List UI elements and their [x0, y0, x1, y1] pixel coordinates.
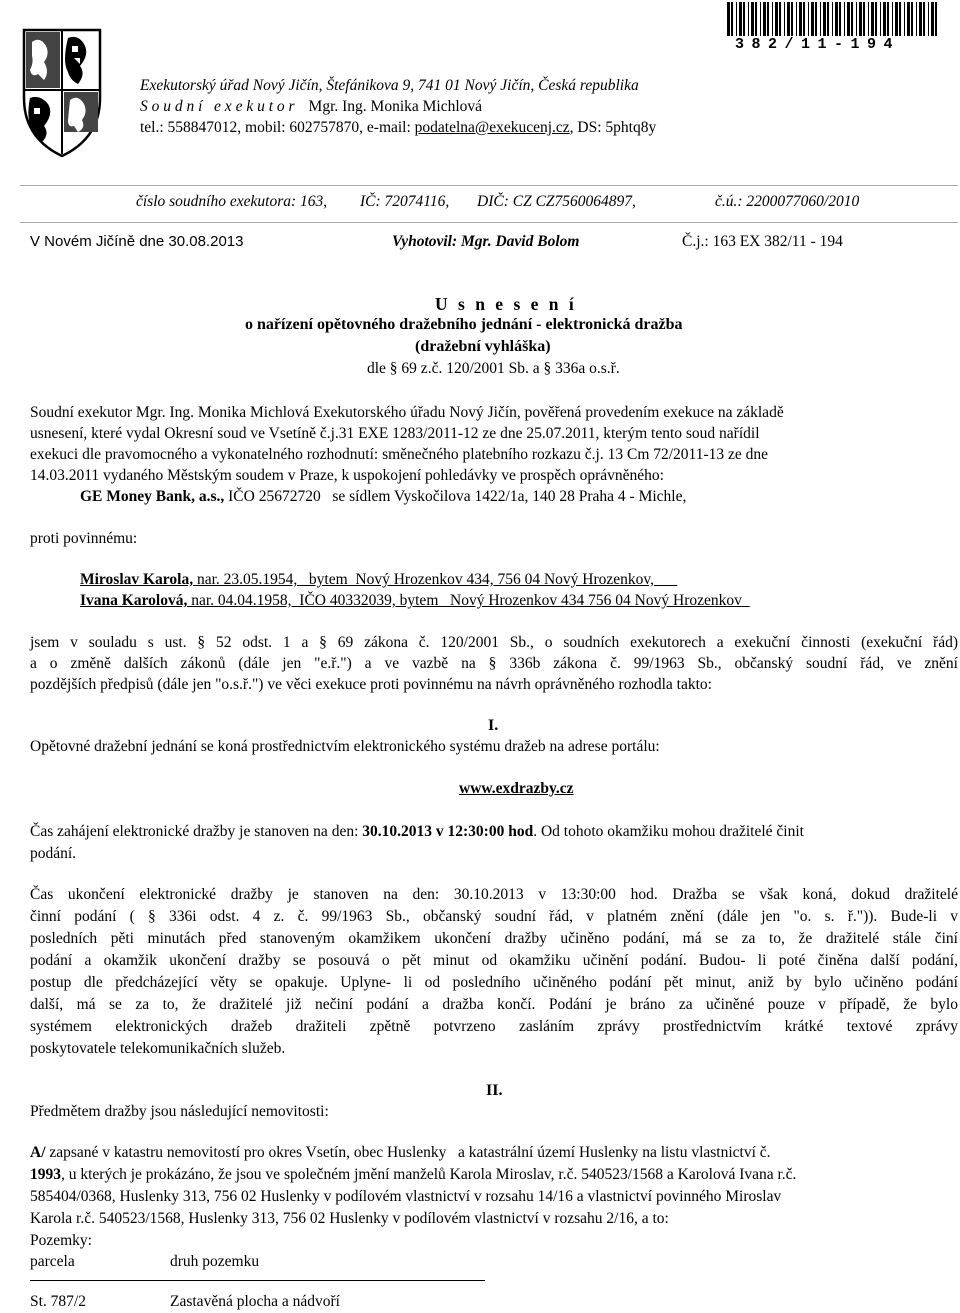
barcode-bar	[907, 2, 910, 36]
contact-phone: tel.: 558847012, mobil: 602757870, e-mail:	[140, 119, 415, 136]
reference-number: Č.j.: 163 EX 382/11 - 194	[682, 233, 843, 250]
legal-basis-line-2: a o změně dalších zákonů (dále jen "e.ř.") a ve vazbě na § 336b zákona č. 99/1963 Sb., občanský soudní řád, ve znění	[30, 655, 958, 672]
barcode-bar	[919, 2, 922, 36]
barcode-bar	[787, 2, 790, 36]
barcode-number: 382/11-194	[735, 36, 901, 53]
barcode-bar	[863, 2, 865, 36]
barcode-bar	[871, 2, 874, 36]
executor-number: číslo soudního exekutora: 163,	[136, 193, 328, 210]
auction-end-line-6: další, má se za to, že dražitelé již nečiní podání a dražba končí. Podání je bráno za učiněné pouze v případě, že bylo	[30, 996, 958, 1013]
prepared-by: Vyhotovil: Mgr. David Bolom	[392, 233, 580, 250]
barcode-bar	[767, 2, 769, 36]
barcode-bar	[851, 2, 853, 36]
section-1-text: Opětovné dražební jednání se koná prostřednictvím elektronického systému dražeb na adrese portálu:	[30, 738, 660, 755]
barcode-bar	[827, 2, 829, 36]
barcode-icon	[727, 2, 942, 36]
header-divider-bottom	[20, 222, 958, 223]
barcode-bar	[775, 2, 778, 36]
barcode-bar	[791, 2, 793, 36]
barcode-bar	[923, 2, 925, 36]
auction-end-line-3: posledních pěti minutách před stanoveným okamžikem ukončení dražby učiněno podání, má se za to, že dražitelé stále činí	[30, 930, 958, 947]
auction-end-line-1: Čas ukončení elektronické dražby je stanoven na den: 30.10.2013 v 13:30:00 hod. Dražba se však koná, dokud dražitelé	[30, 886, 958, 903]
barcode-bar	[892, 2, 893, 36]
barcode-bar	[887, 2, 889, 36]
intro-line-4: 14.03.2011 vydaného Městským soudem v Praze, k uspokojení pohledávky ve prospěch oprávněného:	[30, 467, 664, 484]
title-subject: o nařízení opětovného dražebního jednání - elektronická dražba	[245, 316, 683, 333]
barcode-bar	[931, 2, 934, 36]
barcode-bar	[839, 2, 841, 36]
auction-start-end: podání.	[30, 845, 77, 862]
bank-account: č.ú.: 2200077060/2010	[715, 193, 860, 210]
barcode-bar	[808, 2, 809, 36]
auction-start	[30, 823, 804, 841]
document-title: U s n e s e n í	[435, 294, 577, 314]
executor-title: S o u d n í e x e k u t o r	[140, 98, 295, 115]
barcode-bar	[880, 2, 881, 36]
barcode-bar	[868, 2, 869, 36]
barcode-bar	[911, 2, 913, 36]
header-divider-top	[20, 185, 958, 186]
portal-link[interactable]: www.exdrazby.cz	[459, 780, 574, 797]
barcode-bar	[784, 2, 785, 36]
barcode-bar	[859, 2, 862, 36]
barcode-bar	[796, 2, 797, 36]
barcode-bar	[823, 2, 826, 36]
barcode-bar	[899, 2, 901, 36]
barcode-bar	[883, 2, 886, 36]
debtor-2-name: Ivana Karolová,	[80, 592, 188, 609]
section-2-intro: Předmětem dražby jsou následující nemovitosti:	[30, 1103, 329, 1120]
col-header-parcel: parcela	[30, 1253, 75, 1270]
barcode-bar	[916, 2, 917, 36]
barcode-bar	[815, 2, 817, 36]
title-legal-reference: dle § 69 z.č. 120/2001 Sb. a § 336a o.s.ř.	[367, 360, 620, 377]
barcode-bar	[755, 2, 757, 36]
property-label: A/	[30, 1144, 46, 1161]
property-line-2	[30, 1166, 796, 1184]
title-auction-notice: (dražební vyhláška)	[415, 338, 551, 355]
parcel-number: St. 787/2	[30, 1293, 86, 1310]
property-cadastre: zapsané v katastru nemovitostí pro okres Vsetín, obec Huslenky a katastrální území Huslenky na listu vlastnictví č.	[45, 1144, 771, 1161]
place-date: V Novém Jičíně dne 30.08.2013	[30, 233, 244, 250]
barcode-bar	[835, 2, 838, 36]
auction-end-line-7: systémem elektronických dražeb dražiteli zpětně potvrzeno zasláním zprávy prostřednictvím krátké textové zprávy	[30, 1018, 958, 1035]
ownership-sheet-number: 1993	[30, 1166, 61, 1183]
executor-name: Mgr. Ing. Monika Michlová	[308, 98, 483, 115]
barcode-bar	[779, 2, 781, 36]
barcode-bar	[856, 2, 857, 36]
debtor-2-details: nar. 04.04.1958, IČO 40332039, bytem Nový Hrozenkov 434 756 04 Nový Hrozenkov	[187, 592, 742, 609]
barcode-bar	[739, 2, 742, 36]
barcode-bar	[772, 2, 773, 36]
barcode-bar	[727, 2, 730, 36]
barcode-bar	[895, 2, 898, 36]
creditor-details: IČO 25672720 se sídlem Vyskočilova 1422/1a, 140 28 Praha 4 - Michle,	[224, 488, 687, 505]
debtor-1-details: nar. 23.05.1954, bytem Nový Hrozenkov 434, 756 04 Nový Hrozenkov,	[193, 571, 655, 588]
barcode-bar	[799, 2, 802, 36]
legal-basis-line-1: jsem v souladu s ust. § 52 odst. 1 a § 69 zákona č. 120/2001 Sb., o soudních exekutorech a exekuční činnosti (exekuční řád)	[30, 634, 958, 651]
creditor-name: GE Money Bank, a.s.,	[80, 488, 225, 505]
data-box: , DS: 5phtq8y	[569, 119, 657, 136]
barcode-bar	[748, 2, 749, 36]
barcode-bar	[820, 2, 821, 36]
section-1-heading: I.	[488, 717, 499, 734]
barcode-bar	[760, 2, 761, 36]
auction-start-suffix: . Od tohoto okamžiku mohou dražitelé činit	[533, 823, 804, 840]
intro-line-2: usnesení, které vydal Okresní soud ve Vsetíně č.j.31 EXE 1283/2011-12 ze dne 25.07.2011, kterým tento soud nařídil	[30, 425, 760, 442]
auction-end-line-8: poskytovatele telekomunikačních služeb.	[30, 1040, 286, 1057]
barcode-bar	[751, 2, 754, 36]
property-line-3: 585404/0368, Huslenky 313, 756 02 Huslenky v podílovém vlastnictví v rozsahu 14/16 a vlastnictví povinného Miroslav	[30, 1188, 782, 1205]
section-2-heading: II.	[486, 1082, 503, 1099]
debtor-1	[80, 571, 677, 589]
table-header-rule	[30, 1280, 485, 1281]
barcode-bar	[904, 2, 905, 36]
property-owners: , u kterých je prokázáno, že jsou ve společném jmění manželů Karola Miroslav, r.č. 540523/1568 a Karolová Ivana r.č.	[61, 1166, 797, 1183]
intro-line-1: Soudní exekutor Mgr. Ing. Monika Michlová Exekutorského úřadu Nový Jičín, pověřená provedením exekuce na základě	[30, 404, 784, 421]
parcel-type: Zastavěná plocha a nádvoří	[170, 1293, 340, 1310]
barcode-bar	[763, 2, 766, 36]
coat-of-arms-icon	[22, 28, 102, 158]
barcode-bar	[811, 2, 814, 36]
auction-start-time: 30.10.2013 v 12:30:00 hod	[362, 823, 534, 840]
property-line-1	[30, 1144, 771, 1162]
email-link[interactable]: podatelna@exekucenj.cz	[414, 119, 570, 136]
ico: IČ: 72074116,	[360, 193, 450, 210]
barcode-bar	[736, 2, 737, 36]
contact-line	[140, 119, 656, 137]
barcode-bar	[743, 2, 745, 36]
creditor	[80, 488, 686, 506]
intro-line-3: exekuci dle pravomocného a vykonatelného rozhodnutí: směnečného platebního rozkazu č.j. 13 Cm 72/2011-13 ze dne	[30, 446, 769, 463]
debtor-2	[80, 592, 750, 610]
executor-line	[140, 98, 482, 116]
barcode-bar	[935, 2, 937, 36]
auction-start-prefix: Čas zahájení elektronické dražby je stanoven na den:	[30, 823, 363, 840]
dic: DIČ: CZ CZ7560064897,	[477, 193, 636, 210]
auction-end-line-4: podání a okamžik ukončení dražby se posouvá o pět minut od okamžiku učinění podání. Budou- li poté činěna další podání,	[30, 952, 958, 969]
barcode-bar	[832, 2, 833, 36]
col-header-type: druh pozemku	[170, 1253, 260, 1270]
auction-end-line-2: činní podání ( § 336i odst. 4 z. č. 99/1963 Sb., občanský soudní řád, v platném znění (dále jen "o. s. ř.")). Bude-li v	[30, 908, 958, 925]
barcode-bar	[803, 2, 805, 36]
barcode-bar	[928, 2, 929, 36]
barcode-bar	[875, 2, 877, 36]
plots-label: Pozemky:	[30, 1232, 92, 1249]
auction-end-line-5: postup dle předcházející věty se opakuje. Uplyne- li od posledního učiněného podání pět minut, aniž by bylo učiněno podání	[30, 974, 958, 991]
property-line-4: Karola r.č. 540523/1568, Huslenky 313, 756 02 Huslenky v podílovém vlastnictví v rozsahu 2/16, a to:	[30, 1210, 669, 1227]
barcode-bar	[731, 2, 733, 36]
barcode-bar	[847, 2, 850, 36]
barcode-bar	[844, 2, 845, 36]
legal-basis-line-3: pozdějších předpisů (dále jen "o.s.ř.") ve věci exekuce proti povinnému na návrh oprávněného rozhodla takto:	[30, 676, 712, 693]
debtor-1-name: Miroslav Karola,	[80, 571, 194, 588]
debtor-label: proti povinnému:	[30, 530, 138, 547]
office-address: Exekutorský úřad Nový Jičín, Štefánikova 9, 741 01 Nový Jičín, Česká republika	[140, 77, 639, 94]
